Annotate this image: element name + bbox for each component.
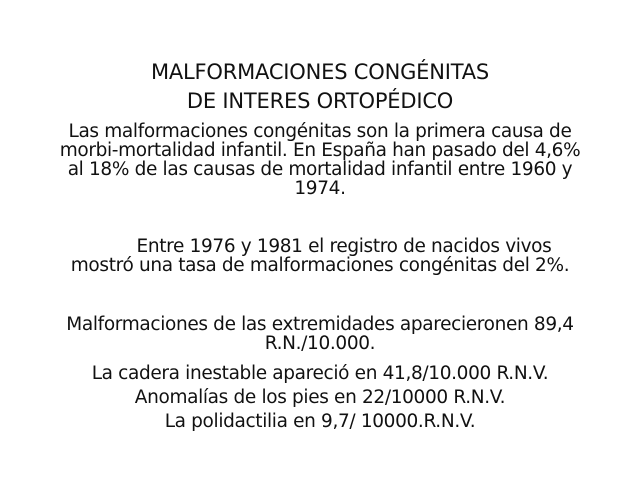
paragraph-line: La cadera inestable apareció en 41,8/10.000 R.N.V. [91, 363, 549, 384]
paragraph-line: al 18% de las causas de mortalidad infantil entre 1960 y [67, 159, 573, 180]
paragraph-line: mostró una tasa de malformaciones congénitas del 2%. [70, 255, 570, 276]
paragraph-line: Malformaciones de las extremidades aparecieronen 89,4 [66, 314, 574, 335]
paragraph-mortality [0, 122, 640, 198]
paragraph-line: Las malformaciones congénitas son la primera causa de [68, 121, 572, 142]
paragraph-line: La polidactilia en 9,7/ 10000.R.N.V. [164, 411, 476, 432]
paragraph-line: 1974. [294, 178, 346, 199]
paragraph-extremities [0, 315, 640, 353]
title-line-2: DE INTERES ORTOPÉDICO [186, 89, 454, 113]
paragraph-line: R.N./10.000. [264, 333, 376, 354]
paragraph-registry [0, 237, 640, 275]
slide-title [0, 58, 640, 116]
paragraph-line: Entre 1976 y 1981 el registro de nacidos vivos [136, 236, 552, 257]
title-line-1: MALFORMACIONES CONGÉNITAS [150, 60, 490, 84]
paragraph-line: morbi-mortalidad infantil. En España han pasado del 4,6% [59, 140, 581, 161]
paragraph-line: Anomalías de los pies en 22/10000 R.N.V. [134, 387, 506, 408]
paragraph-rates [0, 362, 640, 434]
